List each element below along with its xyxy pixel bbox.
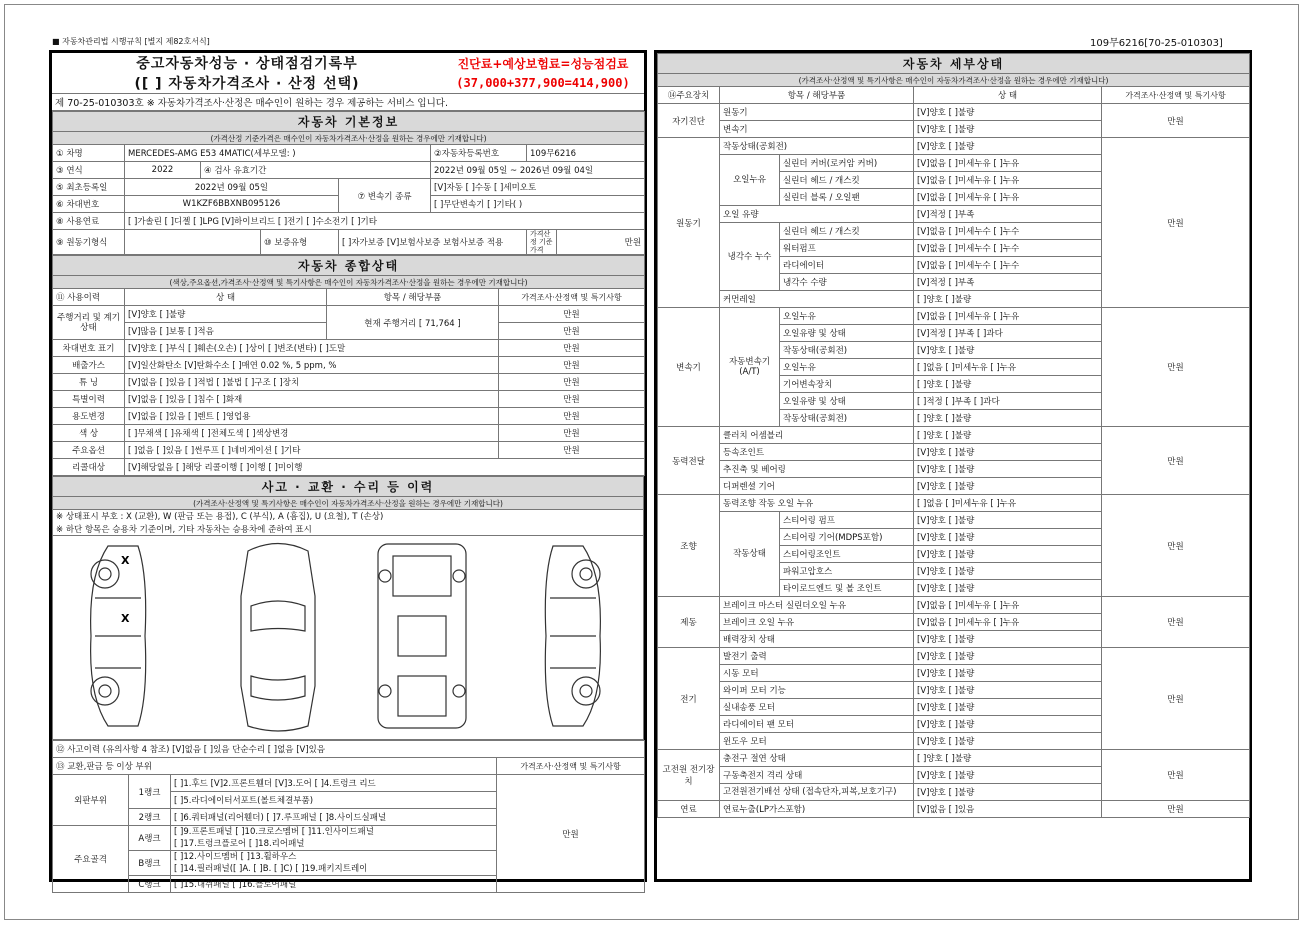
detail-item: 스티어링 기어(MDPS포함): [780, 529, 914, 546]
general-status-title: 자동차 종합상태: [53, 256, 645, 276]
detail-row: [658, 104, 1250, 121]
document-code: 109무6216[70-25-010303]: [1090, 38, 1223, 49]
device-group-label: 원동기: [658, 138, 720, 308]
tuning-status: [V]없음 [ ]있음 [ ]적법 [ ]불법 [ ]구조 [ ]장치: [125, 374, 499, 391]
detail-status: [ ]적정 [ ]부족 [ ]과다: [914, 393, 1102, 410]
valid-value: 2022년 09월 05일 ~ 2026년 09월 04일: [431, 162, 645, 179]
device-group-label: 연료: [658, 801, 720, 818]
detail-item: 스티어링조인트: [780, 546, 914, 563]
car-name-label: ① 차명: [53, 145, 125, 162]
rank-2-items: [ ]6.쿼터패널(리어휀더) [ ]7.루프패널 [ ]8.사이드실패널: [171, 809, 497, 826]
detail-item: 동력조향 작동 오일 누유: [720, 495, 914, 512]
general-hdr-price: 가격조사·산정액 및 특기사항: [499, 289, 645, 306]
detail-subtitle: (가격조사·산정액 및 특기사항은 매수인이 자동차가격조사·산정을 원하는 경우에만 기재합니다): [658, 74, 1250, 87]
outer-panel-label: 외판부위: [53, 775, 129, 826]
sub-group-label: 냉각수 누수: [720, 223, 780, 291]
vin-value: W1KZF6BBXNB095126: [125, 196, 339, 213]
rank-c-label: C랭크: [129, 876, 171, 893]
detail-status: [ ]양호 [ ]불량: [914, 750, 1102, 767]
options-label: 주요옵션: [53, 442, 125, 459]
special-history-label: 특별이력: [53, 391, 125, 408]
rank-a-items: [171, 826, 497, 851]
device-group-label: 조향: [658, 495, 720, 597]
detail-status: [V]양호 [ ]불량: [914, 138, 1102, 155]
accident-history-row: ⑫ 사고이력 (유의사항 4 참조) [V]없음 [ ]있음 단순수리 [ ]없음 [V]있음: [53, 741, 645, 758]
year-value: 2022: [125, 162, 201, 179]
detail-row: [658, 648, 1250, 665]
detail-status: [V]양호 [ ]불량: [914, 648, 1102, 665]
color-status: [ ]무채색 [ ]유채색 [ ]전체도색 [ ]색상변경: [125, 425, 499, 442]
detail-item: 변속기: [720, 121, 914, 138]
detail-status: [ ]양호 [ ]불량: [914, 291, 1102, 308]
detail-status: [V]양호 [ ]불량: [914, 699, 1102, 716]
emission-status: [V]일산화탄소 [V]탄화수소 [ ]매연 0.02 %, 5 ppm, %: [125, 357, 499, 374]
sub-group-label: 오일누유: [720, 155, 780, 206]
color-unit: 만원: [499, 425, 645, 442]
left-panel: [49, 50, 647, 890]
detail-item: 타이로드엔드 및 볼 조인트: [780, 580, 914, 597]
detail-status: [V]양호 [ ]불량: [914, 121, 1102, 138]
detail-item: 구동축전지 격리 상태: [720, 767, 914, 784]
detail-status: [V]양호 [ ]불량: [914, 682, 1102, 699]
detail-item: 라디에이터 팬 모터: [720, 716, 914, 733]
detail-status: [V]없음 [ ]미세누유 [ ]누유: [914, 597, 1102, 614]
valid-label: ④ 검사 유효기간: [201, 162, 431, 179]
detail-status: [V]양호 [ ]불량: [914, 784, 1102, 801]
car-diagram: [53, 536, 645, 736]
rank-b-label: B랭크: [129, 851, 171, 876]
recall-label: 리콜대상: [53, 459, 125, 476]
detail-item: 오일누유: [780, 308, 914, 325]
car-diagram-cell: [53, 536, 644, 740]
detail-status: [V]양호 [ ]불량: [914, 444, 1102, 461]
special-history-unit: 만원: [499, 391, 645, 408]
detail-status: [V]없음 [ ]미세누유 [ ]누유: [914, 614, 1102, 631]
usage-change-status: [V]없음 [ ]있음 [ ]렌트 [ ]영업용: [125, 408, 499, 425]
detail-item: 작동상태(공회전): [780, 410, 914, 427]
tuning-label: 튜 닝: [53, 374, 125, 391]
options-unit: 만원: [499, 442, 645, 459]
special-history-status: [V]없음 [ ]있음 [ ]침수 [ ]화재: [125, 391, 499, 408]
exchange-label: ⑬ 교환,판금 등 이상 부위: [53, 758, 497, 775]
accident-subtitle: (가격조사·산정액 및 특기사항은 매수인이 자동차가격조사·산정을 원하는 경우에만 기재합니다): [53, 497, 644, 510]
device-group-label: 제동: [658, 597, 720, 648]
car-top-view: [241, 544, 315, 732]
usage-change-label: 용도변경: [53, 408, 125, 425]
detail-row: [658, 750, 1250, 767]
price-basis-unit: 만원: [557, 230, 645, 255]
recall-status: [V]해당없음 [ ]해당 리콜이행 [ ]이행 [ ]미이행: [125, 459, 645, 476]
detail-status: [ ]양호 [ ]불량: [914, 427, 1102, 444]
detail-item: 냉각수 수량: [780, 274, 914, 291]
general-hdr-item: 항목 / 해당부품: [327, 289, 499, 306]
general-status-table: [52, 255, 645, 476]
detail-item: 기어변속장치: [780, 376, 914, 393]
detail-hdr-device: ⑭주요장치: [658, 87, 720, 104]
trans-value-1: [V]자동 [ ]수동 [ ]세미오토: [431, 179, 645, 196]
device-group-label: 변속기: [658, 308, 720, 427]
accident-title: 사고 · 교환 · 수리 등 이력: [53, 477, 644, 497]
detail-item: 발전기 출력: [720, 648, 914, 665]
general-hdr-history: ⑪ 사용이력: [53, 289, 125, 306]
sub-group-label: 자동변속기 (A/T): [720, 308, 780, 427]
detail-price-unit: 만원: [1102, 138, 1250, 308]
detail-price-unit: 만원: [1102, 648, 1250, 750]
detail-row: [658, 427, 1250, 444]
detail-item: 클러치 어셈블리: [720, 427, 914, 444]
basic-info-subtitle: (가격산정 기준가격은 매수인이 자동차가격조사·산정을 원하는 경우에만 기재합니다): [53, 132, 645, 145]
exchange-price-header: 가격조사·산정액 및 특기사항: [497, 758, 645, 775]
first-reg-value: 2022년 09월 05일: [125, 179, 339, 196]
detail-status: [V]없음 [ ]있음: [914, 801, 1102, 818]
detail-item: 배력장치 상태: [720, 631, 914, 648]
rank-a-items-a: [ ]9.프론트패널 [ ]10.크로스멤버 [ ]11.인사이드패널: [174, 827, 374, 837]
legend-line-2: ※ 하단 항목은 승용차 기준이며, 기타 자동차는 승용차에 준하여 표시: [53, 523, 644, 536]
year-label: ③ 연식: [53, 162, 125, 179]
header-table: [52, 53, 644, 111]
detail-status: [V]없음 [ ]미세누유 [ ]누유: [914, 172, 1102, 189]
detail-status: [V]양호 [ ]불량: [914, 580, 1102, 597]
detail-row: [658, 801, 1250, 818]
detail-status: [V]없음 [ ]미세누수 [ ]누수: [914, 240, 1102, 257]
general-status-subtitle: (색상,주요옵션,가격조사·산정액 및 특기사항은 매수인이 자동차가격조사·산정을 원하는 경우에만 기재합니다): [53, 276, 645, 289]
warranty-label: ⑩ 보증유형: [261, 230, 339, 255]
rank-b-items-a: [ ]12.사이드멤버 [ ]13.휠하우스: [174, 852, 297, 862]
fuel-value: [ ]가솔린 [ ]디젤 [ ]LPG [V]하이브리드 [ ]전기 [ ]수소전기 [ ]기타: [125, 213, 645, 230]
detail-row: [658, 597, 1250, 614]
detail-item: 스티어링 펌프: [780, 512, 914, 529]
detail-price-unit: 만원: [1102, 308, 1250, 427]
rank-1-items-b: [ ]5.라디에이터서포트(볼트체결부품): [171, 792, 497, 809]
rank-a-items-b: [ ]17.트렁크플로어 [ ]18.리어패널: [174, 839, 305, 849]
detail-item: 연료누출(LP가스포함): [720, 801, 914, 818]
mileage-status-2: [V]많음 [ ]보통 [ ]적음: [125, 323, 327, 340]
reg-no-value: 109무6216: [527, 145, 645, 162]
rank-1-items-a: [ ]1.후드 [V]2.프론트휀더 [V]3.도어 [ ]4.트렁크 리드: [171, 775, 497, 792]
detail-item: 고전원전기배선 상태 (접속단자,피복,보호기구): [720, 784, 914, 801]
detail-status: [V]양호 [ ]불량: [914, 461, 1102, 478]
detail-item: 등속조인트: [720, 444, 914, 461]
detail-hdr-status: 상 태: [914, 87, 1102, 104]
repair-table: [52, 740, 645, 893]
detail-status: [V]없음 [ ]미세누유 [ ]누유: [914, 308, 1102, 325]
price-basis-label: 가격산정 기준가격: [527, 230, 557, 255]
device-group-label: 동력전달: [658, 427, 720, 495]
law-reference: ■ 자동차관리법 시행규칙 [별지 제82호서식]: [52, 37, 210, 46]
detail-item: 오일 유량: [720, 206, 914, 223]
detail-price-unit: 만원: [1102, 104, 1250, 138]
detail-status: [V]양호 [ ]불량: [914, 342, 1102, 359]
detail-status: [V]양호 [ ]불량: [914, 716, 1102, 733]
legend-line-1: ※ 상태표시 부호 : X (교환), W (판금 또는 용접), C (부식), A (흠집), U (요철), T (손상): [53, 510, 644, 523]
fee-formula: 진단료+예상보험료=성능점검료: [457, 56, 629, 71]
detail-item: 작동상태(공회전): [780, 342, 914, 359]
detail-item: 실내송풍 모터: [720, 699, 914, 716]
emission-unit: 만원: [499, 357, 645, 374]
accident-table: [52, 476, 644, 740]
basic-info-table: [52, 111, 645, 255]
detail-item: 브레이크 오일 누유: [720, 614, 914, 631]
detail-item: 원동기: [720, 104, 914, 121]
detail-status: [V]양호 [ ]불량: [914, 631, 1102, 648]
exchange-mark-front-fender: X: [121, 554, 130, 567]
detail-item: 오일유량 및 상태: [780, 393, 914, 410]
rank-1-label: 1랭크: [129, 775, 171, 809]
detail-price-unit: 만원: [1102, 427, 1250, 495]
rank-2-label: 2랭크: [129, 809, 171, 826]
repair-price-unit: 만원: [497, 775, 645, 893]
tuning-unit: 만원: [499, 374, 645, 391]
detail-status: [V]양호 [ ]불량: [914, 546, 1102, 563]
mileage-current: 현재 주행거리 [ 71,764 ]: [327, 306, 499, 340]
detail-item: 충전구 절연 상태: [720, 750, 914, 767]
form-title: 중고자동차성능 · 상태점검기록부: [136, 56, 358, 72]
detail-status: [V]없음 [ ]미세누유 [ ]누유: [914, 155, 1102, 172]
detail-item: 라디에이터: [780, 257, 914, 274]
detail-hdr-item: 항목 / 해당부품: [720, 87, 914, 104]
detail-item: 작동상태(공회전): [720, 138, 914, 155]
rank-b-items: [171, 851, 497, 876]
detail-status: [ ]없음 [ ]미세누유 [ ]누유: [914, 359, 1102, 376]
main-frame-label: 주요골격: [53, 826, 129, 893]
detail-price-unit: 만원: [1102, 597, 1250, 648]
detail-status: [V]양호 [ ]불량: [914, 563, 1102, 580]
detail-title: 자동차 세부상태: [658, 54, 1250, 74]
detail-item: 시동 모터: [720, 665, 914, 682]
detail-status: [V]양호 [ ]불량: [914, 733, 1102, 750]
detail-item: 브레이크 마스터 실린더오일 누유: [720, 597, 914, 614]
device-group-label: 고전원 전기장치: [658, 750, 720, 801]
detail-item: 실린더 커버(로커암 커버): [780, 155, 914, 172]
car-left-side: [91, 546, 146, 726]
trans-value-2: [ ]무단변속기 [ ]기타( ): [431, 196, 645, 213]
detail-item: 실린더 헤드 / 개스킷: [780, 223, 914, 240]
vin-mark-label: 차대번호 표기: [53, 340, 125, 357]
detail-status: [V]양호 [ ]불량: [914, 478, 1102, 495]
rank-a-label: A랭크: [129, 826, 171, 851]
reg-no-label: ②자동차등록번호: [431, 145, 527, 162]
detail-item: 윈도우 모터: [720, 733, 914, 750]
emission-label: 배출가스: [53, 357, 125, 374]
trans-label: ⑦ 변속기 종류: [339, 179, 431, 213]
detail-row: [658, 495, 1250, 512]
detail-status-table: [657, 53, 1250, 818]
vin-mark-status: [V]양호 [ ]부식 [ ]훼손(오손) [ ]상이 [ ]변조(변타) [ ]도말: [125, 340, 499, 357]
warranty-value: [ ]자가보증 [V]보험사보증 보험사보증 적용: [339, 230, 527, 255]
detail-item: 오일유량 및 상태: [780, 325, 914, 342]
fuel-label: ⑧ 사용연료: [53, 213, 125, 230]
sub-group-label: 작동상태: [720, 512, 780, 597]
car-frame-view: [378, 544, 466, 728]
device-group-label: 전기: [658, 648, 720, 750]
detail-price-unit: 만원: [1102, 801, 1250, 818]
detail-price-unit: 만원: [1102, 495, 1250, 597]
detail-item: 오일누유: [780, 359, 914, 376]
basic-info-title: 자동차 기본정보: [53, 112, 645, 132]
car-name-value: MERCEDES-AMG E53 4MATIC(세부모델: ): [125, 145, 431, 162]
exchange-mark-door: X: [121, 612, 130, 625]
color-label: 색 상: [53, 425, 125, 442]
detail-row: [658, 138, 1250, 155]
rank-c-items: [ ]15.대쉬패널 [ ]16.플로어패널: [171, 876, 497, 893]
detail-status: [ ]양호 [ ]불량: [914, 410, 1102, 427]
detail-item: 실린더 헤드 / 개스킷: [780, 172, 914, 189]
detail-status: [V]없음 [ ]미세누수 [ ]누수: [914, 257, 1102, 274]
detail-item: 워터펌프: [780, 240, 914, 257]
detail-price-unit: 만원: [1102, 750, 1250, 801]
first-reg-label: ⑤ 최초등록일: [53, 179, 125, 196]
detail-item: 커먼레일: [720, 291, 914, 308]
vin-mark-unit: 만원: [499, 340, 645, 357]
device-group-label: 자기진단: [658, 104, 720, 138]
detail-row: [658, 308, 1250, 325]
engine-type-value: [125, 230, 261, 255]
usage-change-unit: 만원: [499, 408, 645, 425]
general-hdr-status: 상 태: [125, 289, 327, 306]
detail-status: [V]양호 [ ]불량: [914, 767, 1102, 784]
detail-item: 디퍼렌셜 기어: [720, 478, 914, 495]
detail-status: [V]없음 [ ]미세누수 [ ]누수: [914, 223, 1102, 240]
detail-status: [V]양호 [ ]불량: [914, 665, 1102, 682]
detail-status: [V]양호 [ ]불량: [914, 529, 1102, 546]
detail-status: [V]양호 [ ]불량: [914, 104, 1102, 121]
options-status: [ ]없음 [ ]있음 [ ]썬루프 [ ]네비게이션 [ ]기타: [125, 442, 499, 459]
detail-status: [V]적정 [ ]부족 [ ]과다: [914, 325, 1102, 342]
right-panel: [654, 50, 1252, 882]
detail-item: 와이퍼 모터 기능: [720, 682, 914, 699]
detail-status: [ ]없음 [ ]미세누유 [ ]누유: [914, 495, 1102, 512]
record-number: 제 70-25-010303호 ※ 자동차가격조사·산정은 매수인이 원하는 경우 제공하는 서비스 입니다.: [52, 94, 644, 111]
fee-amount: (37,000+377,900=414,900): [456, 76, 630, 90]
detail-item: 파워고압호스: [780, 563, 914, 580]
car-right-side: [545, 546, 600, 726]
detail-status: [V]적정 [ ]부족: [914, 274, 1102, 291]
detail-item: 실린더 블록 / 오일팬: [780, 189, 914, 206]
rank-b-items-b: [ ]14.필러패널([ ]A. [ ]B. [ ]C) [ ]19.패키지트레이: [174, 864, 368, 874]
detail-body: [658, 104, 1250, 818]
detail-status: [V]양호 [ ]불량: [914, 512, 1102, 529]
mileage-unit: 만원: [499, 306, 645, 323]
detail-hdr-price: 가격조사·산정액 및 특기사항: [1102, 87, 1250, 104]
mileage-label: 주행거리 및 계기상태: [53, 306, 125, 340]
detail-status: [V]없음 [ ]미세누유 [ ]누유: [914, 189, 1102, 206]
form-subtitle: ([ ] 자동차가격조사 · 산정 선택): [134, 76, 360, 92]
mileage-status-1: [V]양호 [ ]불량: [125, 306, 327, 323]
engine-type-label: ⑨ 원동기형식: [53, 230, 125, 255]
mileage-unit-2: 만원: [499, 323, 645, 340]
vin-label: ⑥ 차대번호: [53, 196, 125, 213]
detail-item: 추진축 및 베어링: [720, 461, 914, 478]
detail-status: [V]적정 [ ]부족: [914, 206, 1102, 223]
detail-status: [ ]양호 [ ]불량: [914, 376, 1102, 393]
